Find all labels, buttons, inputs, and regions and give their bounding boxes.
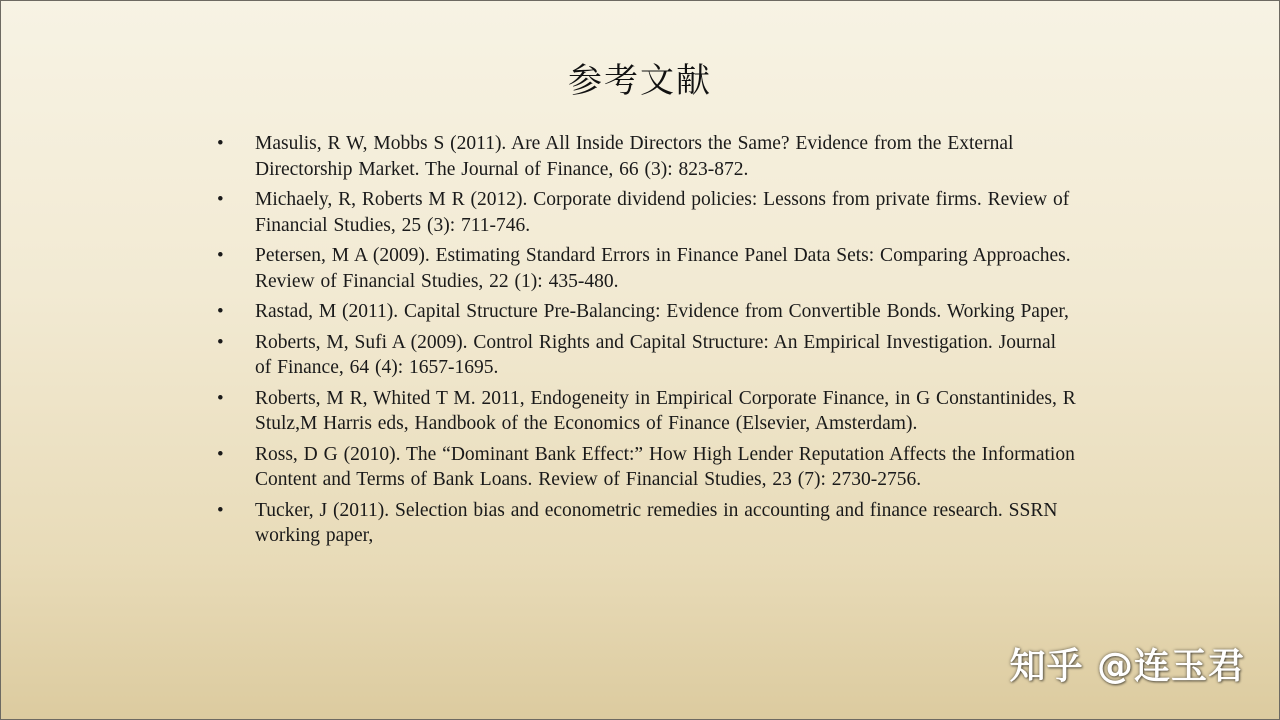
reference-text: Roberts, M R, Whited T M. 2011, Endogeneity in Empirical Corporate Finance, in G Constantinides, R Stulz,M Harris eds, Handbook of the Economics of Finance (Elsevier, Amsterdam). (255, 387, 1076, 434)
reference-text: Masulis, R W, Mobbs S (2011). Are All Inside Directors the Same? Evidence from the External Directorship Market. The Journal of Finance, 66 (3): 823-872. (255, 133, 1014, 180)
reference-text: Rastad, M (2011). Capital Structure Pre-Balancing: Evidence from Convertible Bonds. Working Paper, (255, 301, 1069, 322)
zhihu-watermark: 知乎 @连玉君 (1009, 646, 1245, 687)
bullet-icon: • (217, 245, 224, 266)
reference-item (217, 498, 1077, 549)
reference-text: Tucker, J (2011). Selection bias and econometric remedies in accounting and finance research. SSRN working paper, (255, 499, 1058, 546)
slide-title: 参考文献 (568, 61, 712, 101)
reference-item (217, 330, 1077, 381)
bullet-icon: • (217, 387, 224, 409)
reference-item (217, 299, 1077, 325)
reference-text: Roberts, M, Sufi A (2009). Control Rights and Capital Structure: An Empirical Investigation. Journal of Finance, 64 (4): 1657-1695. (255, 331, 1057, 378)
reference-item (217, 442, 1077, 493)
bullet-icon: • (217, 189, 224, 210)
reference-text: Ross, D G (2010). The “Dominant Bank Effect:” How High Lender Reputation Affects the Information Content and Terms of Bank Loans. Review of Financial Studies, 23 (7): 2730-2756. (255, 443, 1075, 490)
bullet-icon: • (217, 499, 224, 521)
reference-item (217, 131, 1077, 182)
bullet-icon: • (217, 301, 224, 322)
bullet-icon: • (217, 133, 224, 154)
reference-text: Petersen, M A (2009). Estimating Standard Errors in Finance Panel Data Sets: Comparing Approaches. Review of Financial Studies, 22 (1): 435-480. (255, 245, 1071, 292)
reference-item (217, 386, 1077, 437)
reference-item (217, 187, 1077, 238)
bullet-icon: • (217, 331, 224, 353)
reference-text: Michaely, R, Roberts M R (2012). Corporate dividend policies: Lessons from private firms. Review of Financial Studies, 25 (3): 711-746. (255, 189, 1070, 236)
reference-item (217, 243, 1077, 294)
reference-list (217, 131, 1077, 554)
bullet-icon: • (217, 443, 224, 465)
